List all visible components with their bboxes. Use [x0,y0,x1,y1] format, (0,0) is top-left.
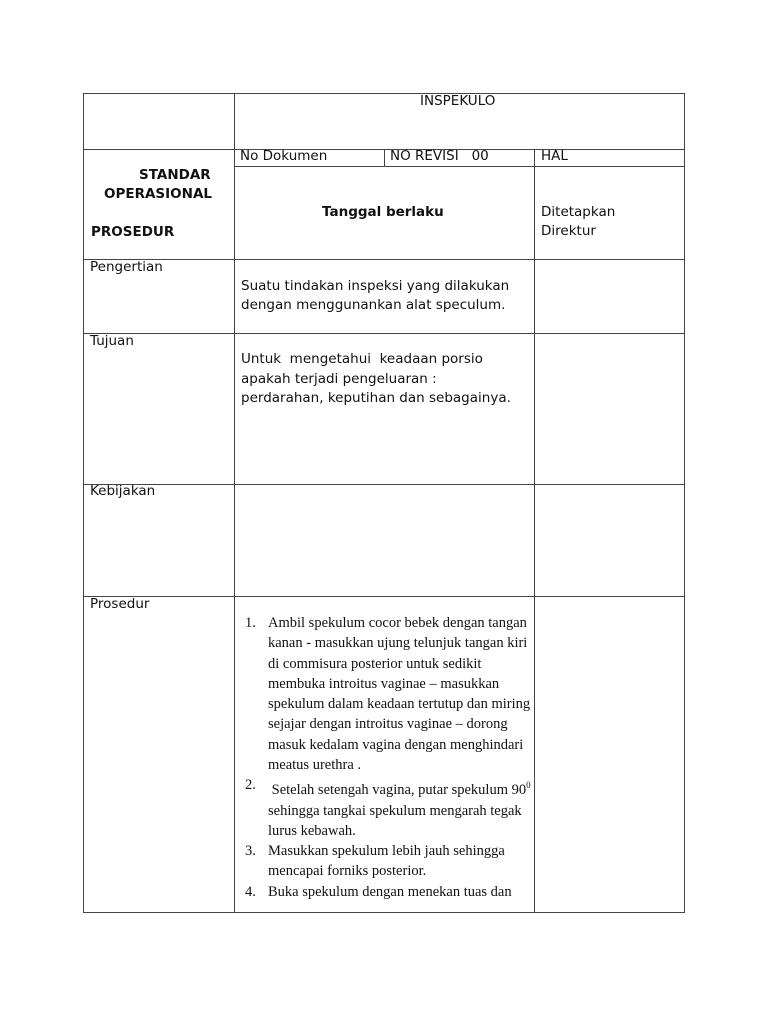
step-number: 2. [245,777,256,794]
no-revisi-label: NO REVISI 00 [390,148,489,164]
direktur-label: Direktur [541,223,596,239]
pengertian-label: Pengertian [90,259,163,275]
table-col-revisi [384,149,385,166]
kebijakan-label: Kebijakan [90,483,156,499]
no-dokumen-label: No Dokumen [240,148,328,164]
step-number: 1. [245,615,256,631]
tanggal-berlaku-label: Tanggal berlaku [322,204,444,220]
tujuan-text-line3: perdarahan, keputihan dan sebagainya. [241,390,511,406]
step-text: Masukkan spekulum lebih jauh sehingga mencapai forniks posterior. [268,843,505,880]
sop-title-line3: PROSEDUR [91,224,175,240]
prosedur-steps-clip [234,600,534,912]
table-rule-tujuan [83,333,685,334]
step-text-part-b: sehingga tangkai spekulum mengarah tegak lurus kebawah. [268,802,522,839]
document-title: INSPEKULO [420,93,496,109]
prosedur-label: Prosedur [90,596,150,612]
sop-title-line1: STANDAR [139,167,211,183]
tujuan-text-line2: apakah terjadi pengeluaran : [241,371,437,387]
step-text: Ambil spekulum cocor bebek dengan tangan kanan - masukkan ujung telunjuk tangan kiri di commisura posterior untuk sedikit membuka introitus vaginae – masukkan spekulum dalam keadaan tertutup dan miring sejajar dengan introitus vaginae – dorong masuk kedalam vagina dengan menghindari meatus urethra . [268,615,531,774]
step-number: 3. [245,843,256,860]
pengertian-text-line1: Suatu tindakan inspeksi yang dilakukan [241,278,510,294]
prosedur-steps-list [241,613,531,902]
hal-label: HAL [541,148,568,164]
step-text-part-a: Setelah setengah vagina, putar spekulum 90 [268,782,527,799]
table-border-bottom [83,912,685,913]
step-number: 4. [245,883,256,900]
list-item [241,882,531,902]
table-border-top [83,93,685,94]
ditetapkan-label: Ditetapkan [541,204,616,220]
list-item [241,841,531,882]
list-item [241,775,531,841]
pengertian-text-line2: dengan menggunankan alat speculum. [241,297,506,313]
list-item [241,613,531,775]
table-rule-pengertian [83,259,685,260]
table-border-left [83,93,84,913]
degree-superscript: 0 [526,780,531,791]
table-col-hal [534,149,535,913]
table-rule-prosedur [83,596,685,597]
table-rule-meta [234,166,685,167]
table-rule-kebijakan [83,484,685,485]
tujuan-text-line1: Untuk mengetahui keadaan porsio [241,351,483,367]
step-text [268,782,531,839]
step-text: Buka spekulum dengan menekan tuas dan [268,883,512,900]
sop-title-line2: OPERASIONAL [104,186,213,202]
table-border-right [684,93,685,913]
tujuan-label: Tujuan [90,333,134,349]
